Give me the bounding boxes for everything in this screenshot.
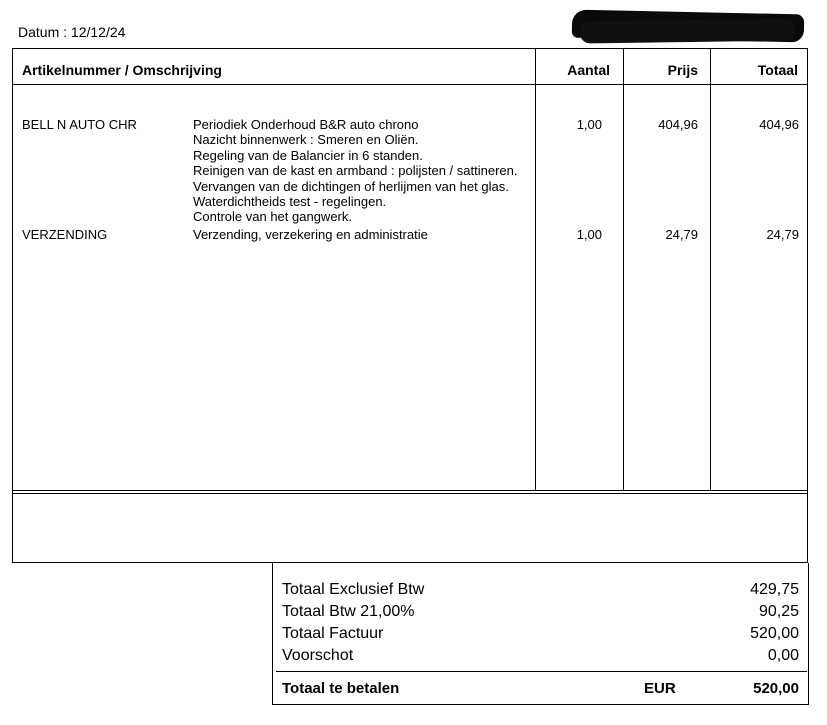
total-invoice-label: Totaal Factuur xyxy=(282,625,384,642)
body-end-line-1 xyxy=(12,490,808,491)
advance-label: Voorschot xyxy=(282,647,354,664)
description-line: Periodiek Onderhoud B&R auto chrono xyxy=(193,117,419,132)
description-line: Nazicht binnenwerk : Smeren en Oliën. xyxy=(193,132,419,148)
amount-due-label: Totaal te betalen xyxy=(282,680,400,697)
total-excl-value: 429,75 xyxy=(750,581,799,598)
description-line: Verzending, verzekering en administratie xyxy=(193,227,428,242)
column-divider-quantity xyxy=(535,48,536,490)
column-header-quantity: Aantal xyxy=(567,62,610,78)
description-line: Waterdichtheids test - regelingen. xyxy=(193,194,387,210)
total-invoice-value: 520,00 xyxy=(750,625,799,642)
row-quantity: 1,00 xyxy=(576,117,602,132)
row-total: 404,96 xyxy=(759,117,799,132)
description-line: Vervangen van de dichtingen of herlijmen van het glas. xyxy=(193,178,509,194)
row-price: 24,79 xyxy=(665,227,698,242)
total-excl-label: Totaal Exclusief Btw xyxy=(282,581,425,598)
row-description xyxy=(193,117,553,225)
description-line: Reinigen van de kast en armband : polijsten / sattineren. xyxy=(193,163,518,179)
invoice-date: Datum : 12/12/24 xyxy=(18,24,126,40)
description-line: Regeling van de Balancier in 6 standen. xyxy=(193,147,423,163)
advance-value: 0,00 xyxy=(767,647,799,664)
column-header-price: Prijs xyxy=(667,62,698,78)
total-btw-label: Totaal Btw 21,00% xyxy=(282,603,415,620)
column-header-article: Artikelnummer / Omschrijving xyxy=(22,62,222,78)
row-price: 404,96 xyxy=(658,117,698,132)
row-quantity: 1,00 xyxy=(576,227,602,242)
currency-label: EUR xyxy=(644,680,676,697)
row-total: 24,79 xyxy=(766,227,799,242)
total-btw-value: 90,25 xyxy=(758,603,799,620)
redaction-mark-2 xyxy=(580,19,795,44)
amount-due-value: 520,00 xyxy=(753,680,799,697)
column-divider-total xyxy=(710,48,711,490)
body-end-line-2 xyxy=(12,493,808,494)
row-article: VERZENDING xyxy=(22,227,108,242)
row-description xyxy=(193,227,428,242)
column-divider-price xyxy=(623,48,624,490)
column-header-total: Totaal xyxy=(757,62,798,78)
header-separator xyxy=(12,84,808,85)
description-line: Controle van het gangwerk. xyxy=(193,209,352,225)
row-article: BELL N AUTO CHR xyxy=(22,117,137,132)
totals-separator xyxy=(276,671,807,672)
